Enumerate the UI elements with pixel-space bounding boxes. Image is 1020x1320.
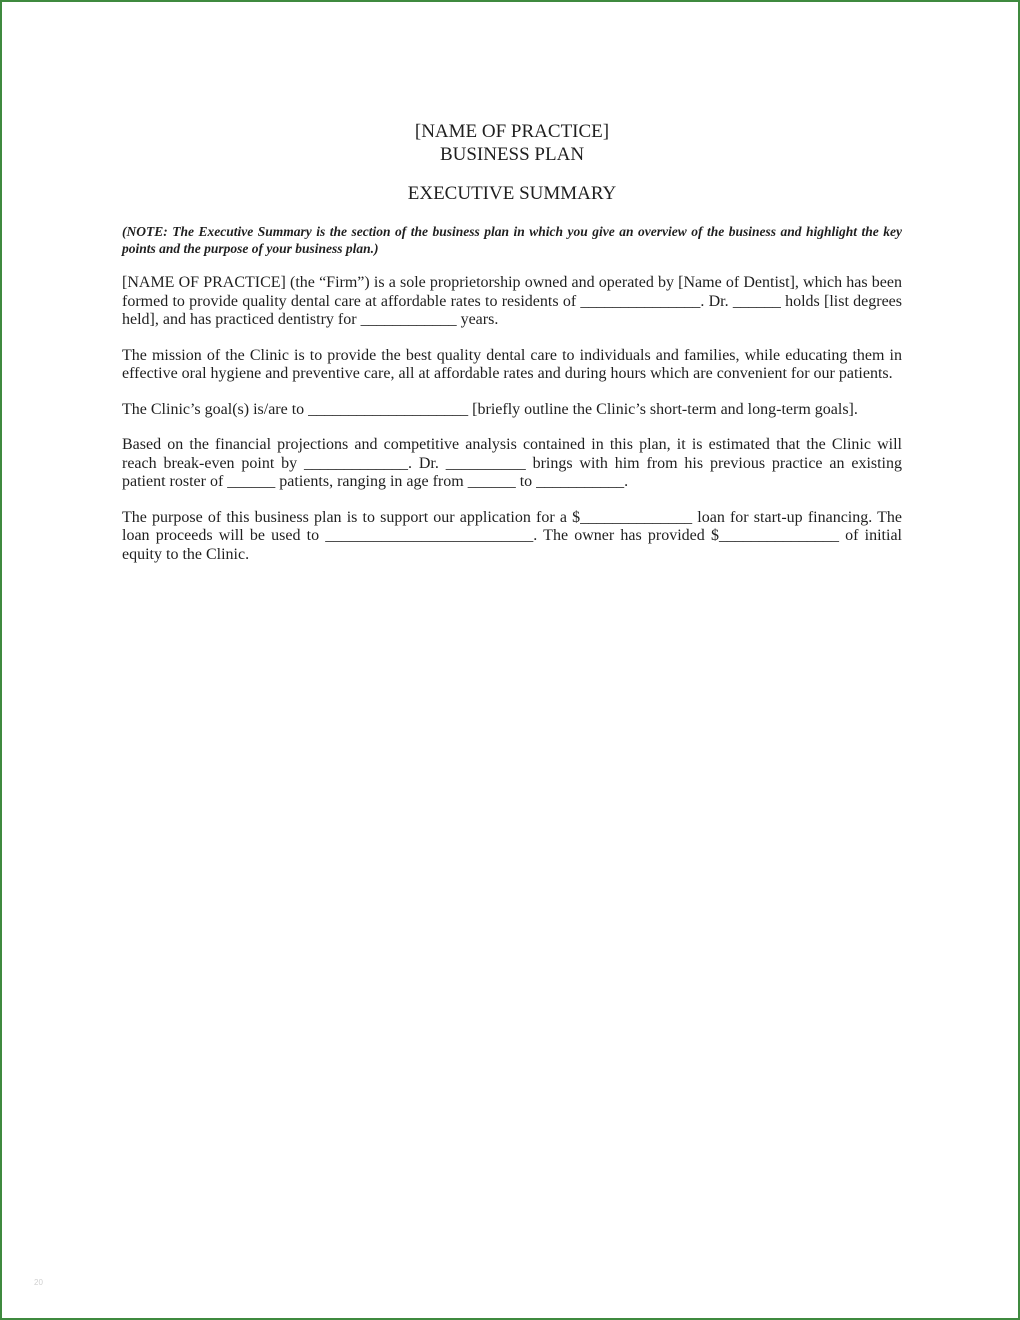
paragraph-purpose: The purpose of this business plan is to support our application for a $______________ loan for start-up financing. The loan proceeds will be used to __________________________. The owner has provided $_______________ of initial equity to the Clinic. (122, 508, 902, 563)
document-subtitle: BUSINESS PLAN (439, 144, 585, 165)
document-title: [NAME OF PRACTICE] (414, 121, 610, 142)
paragraph-ownership: [NAME OF PRACTICE] (the “Firm”) is a sole proprietorship owned and operated by [Name of Dentist], which has been formed to provide quality dental care at affordable rates to residents of _______________. Dr. ______ holds [list degrees held], and has practiced dentistry for ____________ years. (122, 274, 902, 328)
paragraph-mission: The mission of the Clinic is to provide the best quality dental care to individuals and families, while educating them in effective oral hygiene and preventive care, all at affordable rates and during hours which are convenient for our patients. (122, 346, 902, 382)
instruction-note: (NOTE: The Executive Summary is the section of the business plan in which you give an overview of the business and highlight the key points and the purpose of your business plan.) (122, 224, 902, 256)
paragraph-break-even: Based on the financial projections and competitive analysis contained in this plan, it is estimated that the Clinic will reach break-even point by _____________. Dr. __________ brings with him from his previous practice an existing patient roster of ______ patients, ranging in age from ______ to ___________. (122, 436, 902, 490)
section-heading: EXECUTIVE SUMMARY (407, 183, 617, 204)
page-mark: 20 (34, 1278, 43, 1287)
document-body (122, 120, 902, 564)
paragraph-goals: The Clinic’s goal(s) is/are to ____________________ [briefly outline the Clinic’s short-term and long-term goals]. (122, 400, 858, 418)
